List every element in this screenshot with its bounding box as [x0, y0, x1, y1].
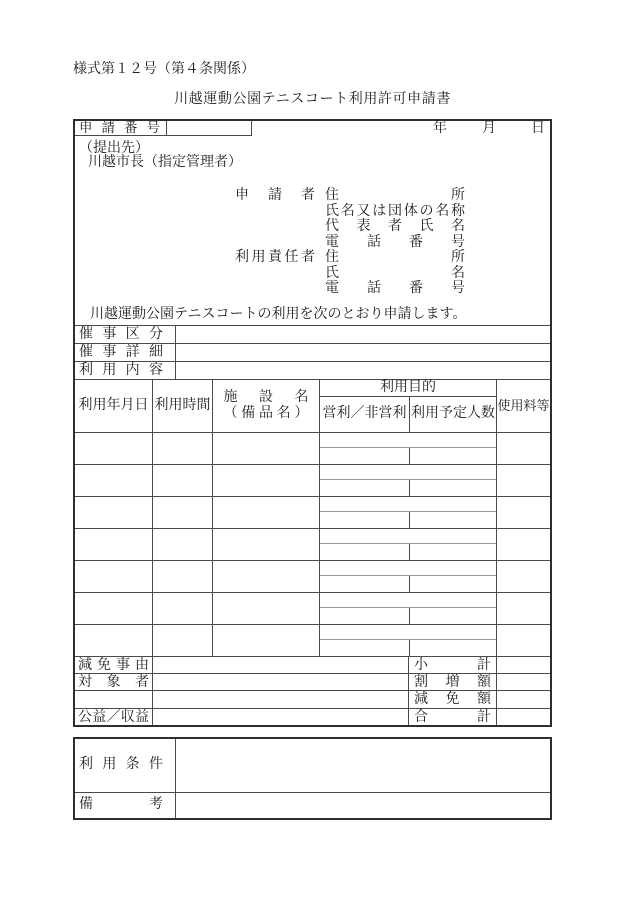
- conditions-value: [176, 739, 550, 792]
- applicant-line: [235, 219, 465, 235]
- column-header-facility: [212, 380, 319, 432]
- time-cell: [152, 465, 212, 496]
- submit-to-note: （提出先）: [79, 141, 149, 156]
- public-benefit-label: 公益／収益: [78, 710, 149, 725]
- usage-table-row: [75, 464, 550, 496]
- summary-row: [75, 690, 550, 708]
- date-cell: [75, 561, 152, 592]
- facility-name-label: 施設名: [223, 389, 309, 405]
- manager-line: [235, 250, 465, 266]
- people-cell: [409, 448, 496, 464]
- profit-cell: [320, 480, 409, 496]
- month-label: 月: [482, 121, 496, 136]
- conditions-row: [75, 739, 550, 792]
- declaration-sentence: 川越運動公園テニスコートの利用を次のとおり申請します。: [90, 307, 467, 322]
- manager-telephone-label: 電話番号: [325, 281, 465, 296]
- profit-cell: [320, 448, 409, 464]
- facility-cell: [212, 497, 319, 528]
- exemption-reason-label: 減免事由: [78, 658, 149, 673]
- summary-row: [75, 656, 550, 673]
- conditions-label: 利用条件: [79, 757, 163, 773]
- column-header-time: 利用時間: [152, 380, 212, 432]
- time-cell: [152, 593, 212, 624]
- time-cell: [152, 625, 212, 656]
- surcharge-label: 割増額: [408, 674, 496, 690]
- year-label: 年: [433, 121, 447, 136]
- applicant-line: [235, 188, 465, 204]
- column-header-fee: 使用料等: [496, 380, 550, 432]
- event-row: [75, 361, 550, 379]
- purpose-split-cells: [320, 608, 496, 624]
- reduction-amount-label: 減免額: [408, 691, 496, 708]
- reduction-amount-value: [496, 691, 550, 708]
- column-header-purpose-group: [319, 380, 496, 432]
- conditions-remarks-box: [73, 737, 552, 820]
- purpose-cells: [319, 529, 496, 560]
- total-value: [496, 709, 550, 725]
- facility-cell: [212, 625, 319, 656]
- purpose-split-cells: [320, 576, 496, 592]
- remarks-label: 備考: [79, 797, 163, 813]
- people-cell: [409, 640, 496, 656]
- applicant-representative-label: 代表者氏名: [325, 219, 465, 234]
- time-cell: [152, 497, 212, 528]
- target-person-label: 対象者: [78, 675, 149, 690]
- usage-table-body: [75, 432, 550, 656]
- time-cell: [152, 561, 212, 592]
- applicant-name-label: 氏名又は団体の名称: [325, 203, 465, 219]
- remarks-value: [176, 793, 550, 818]
- summary-row: [75, 673, 550, 690]
- manager-address-label: 住所: [325, 250, 465, 265]
- usage-table-row: [75, 496, 550, 528]
- fee-cell: [496, 529, 550, 560]
- event-detail-value: [176, 344, 550, 361]
- event-category-label: 催事区分: [75, 326, 176, 343]
- fee-cell: [496, 433, 550, 464]
- usage-table-header: [75, 379, 550, 432]
- applicant-block: [235, 188, 465, 297]
- profit-cell: [320, 544, 409, 560]
- exemption-reason-value: [152, 657, 408, 673]
- purpose-merged-cell: [320, 625, 496, 640]
- manager-line: [235, 281, 465, 297]
- date-cell: [75, 433, 152, 464]
- remarks-row: [75, 792, 550, 818]
- purpose-subheaders: [320, 397, 496, 432]
- people-cell: [409, 480, 496, 496]
- day-label: 日: [531, 121, 545, 136]
- purpose-merged-cell: [320, 529, 496, 544]
- fee-cell: [496, 497, 550, 528]
- applicant-address-label: 住所: [325, 188, 465, 203]
- purpose-cells: [319, 497, 496, 528]
- column-header-people: 利用予定人数: [409, 397, 496, 432]
- people-cell: [409, 576, 496, 592]
- usage-table-row: [75, 560, 550, 592]
- event-category-value: [176, 326, 550, 343]
- purpose-cells: [319, 465, 496, 496]
- date-cell: [75, 625, 152, 656]
- applicant-telephone-label: 電話番号: [325, 234, 465, 250]
- purpose-merged-cell: [320, 497, 496, 512]
- purpose-merged-cell: [320, 465, 496, 480]
- remarks-label-cell: [75, 793, 176, 818]
- facility-cell: [212, 433, 319, 464]
- submit-to-name: 川越市長（指定管理者）: [88, 155, 242, 170]
- purpose-merged-cell: [320, 593, 496, 608]
- application-number-box: [167, 121, 252, 136]
- surcharge-value: [496, 674, 550, 690]
- event-section: [75, 325, 550, 379]
- purpose-header: 利用目的: [320, 380, 496, 397]
- fee-cell: [496, 593, 550, 624]
- applicant-line: [235, 204, 465, 220]
- applicant-label: 申請者: [235, 188, 315, 203]
- event-detail-label: 催事詳細: [75, 344, 176, 361]
- purpose-cells: [319, 561, 496, 592]
- total-label: 合計: [408, 709, 496, 725]
- target-person-value: [152, 674, 408, 690]
- fee-cell: [496, 465, 550, 496]
- profit-cell: [320, 512, 409, 528]
- spacer: [235, 219, 315, 235]
- usage-content-value: [176, 362, 550, 379]
- facility-cell: [212, 593, 319, 624]
- profit-cell: [320, 640, 409, 656]
- application-number-label: 申請番号: [75, 121, 167, 136]
- subtotal-value: [496, 657, 550, 673]
- manager-label: 利用責任者: [235, 250, 315, 265]
- purpose-split-cells: [320, 640, 496, 656]
- spacer: [235, 266, 315, 282]
- date-cell: [75, 529, 152, 560]
- purpose-split-cells: [320, 480, 496, 496]
- date-cell: [75, 497, 152, 528]
- event-row: [75, 325, 550, 343]
- subtotal-label: 小計: [408, 657, 496, 673]
- facility-cell: [212, 465, 319, 496]
- usage-table-row: [75, 592, 550, 624]
- column-header-profit: 営利／非営利: [322, 406, 407, 422]
- column-header-date: 利用年月日: [78, 397, 149, 413]
- purpose-cells: [319, 433, 496, 464]
- empty-mid-cell: [152, 691, 408, 708]
- date-labels: [433, 121, 545, 136]
- application-form-table: [73, 119, 552, 727]
- date-cell: [75, 593, 152, 624]
- facility-cell: [212, 529, 319, 560]
- purpose-cells: [319, 593, 496, 624]
- profit-cell: [320, 576, 409, 592]
- page-title: 川越運動公園テニスコート利用許可申請書: [174, 92, 451, 107]
- time-cell: [152, 433, 212, 464]
- purpose-cells: [319, 625, 496, 656]
- usage-table-row: [75, 528, 550, 560]
- purpose-merged-cell: [320, 433, 496, 448]
- usage-table-row: [75, 624, 550, 656]
- empty-left-label: [75, 691, 152, 708]
- equipment-name-label: （備品名）: [223, 406, 309, 421]
- form-number: 様式第１２号（第４条関係）: [73, 62, 255, 77]
- manager-name-label: 氏名: [325, 265, 465, 281]
- spacer: [235, 281, 315, 297]
- people-cell: [409, 512, 496, 528]
- conditions-label-cell: [75, 739, 176, 792]
- top-section: [75, 121, 550, 325]
- application-number-row: [75, 121, 550, 136]
- profit-cell: [320, 608, 409, 624]
- usage-content-label: 利用内容: [75, 362, 176, 379]
- purpose-split-cells: [320, 544, 496, 560]
- people-cell: [409, 608, 496, 624]
- public-benefit-value: [152, 709, 408, 725]
- spacer: [235, 204, 315, 220]
- summary-section: [75, 656, 550, 725]
- summary-row: [75, 708, 550, 725]
- spacer: [235, 235, 315, 251]
- manager-line: [235, 266, 465, 282]
- purpose-split-cells: [320, 512, 496, 528]
- facility-cell: [212, 561, 319, 592]
- people-cell: [409, 544, 496, 560]
- date-area: [252, 121, 550, 136]
- date-cell: [75, 465, 152, 496]
- fee-cell: [496, 625, 550, 656]
- purpose-merged-cell: [320, 561, 496, 576]
- usage-table-row: [75, 432, 550, 464]
- applicant-line: [235, 235, 465, 251]
- purpose-split-cells: [320, 448, 496, 464]
- time-cell: [152, 529, 212, 560]
- fee-cell: [496, 561, 550, 592]
- event-row: [75, 343, 550, 361]
